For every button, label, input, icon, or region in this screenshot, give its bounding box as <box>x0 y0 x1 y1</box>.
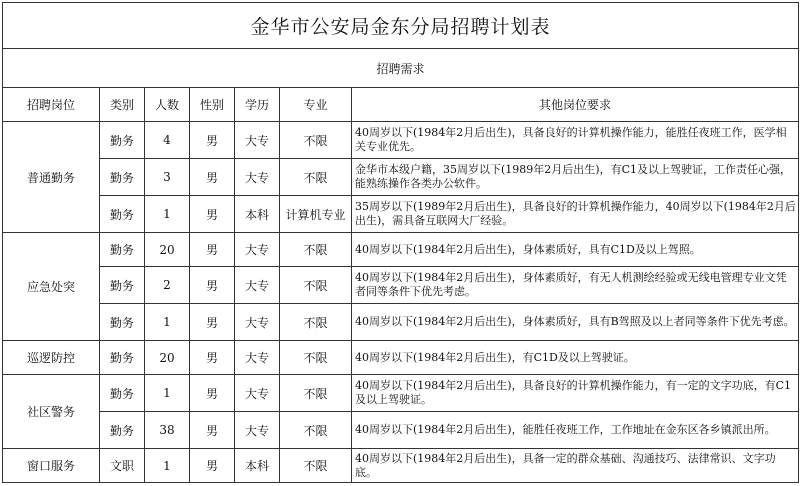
recruitment-plan-table <box>2 2 799 483</box>
group-name: 窗口服务 <box>3 449 100 483</box>
cell-requirement: 40周岁以下(1984年2月后出生)，具备良好的计算机操作能力，能胜任夜班工作，医学相关专业优先。 <box>352 122 799 159</box>
table-row <box>3 267 799 304</box>
cell-count: 3 <box>145 159 190 196</box>
header-education: 学历 <box>235 88 280 122</box>
group-name: 普通勤务 <box>3 122 100 233</box>
header-position: 招聘岗位 <box>3 88 100 122</box>
cell-count: 4 <box>145 122 190 159</box>
cell-count: 1 <box>145 375 190 412</box>
cell-requirement: 35周岁以下(1989年2月后出生)，具备良好的计算机操作能力，40周岁以下(1984年2月后出生)，需具备互联网大厂经验。 <box>352 196 799 233</box>
cell-gender: 男 <box>190 341 235 375</box>
table-row <box>3 304 799 341</box>
cell-education: 本科 <box>235 449 280 483</box>
cell-count: 20 <box>145 233 190 267</box>
cell-count: 2 <box>145 267 190 304</box>
group-name: 社区警务 <box>3 375 100 449</box>
table-row <box>3 122 799 159</box>
cell-requirement: 40周岁以下(1984年2月后出生)，身体素质好，具有C1D及以上驾照。 <box>352 233 799 267</box>
cell-major: 不限 <box>280 412 352 449</box>
table-row <box>3 233 799 267</box>
header-category: 类别 <box>100 88 145 122</box>
group-name: 巡逻防控 <box>3 341 100 375</box>
cell-gender: 男 <box>190 267 235 304</box>
cell-major: 不限 <box>280 159 352 196</box>
header-major: 专业 <box>280 88 352 122</box>
cell-category: 勤务 <box>100 159 145 196</box>
cell-category: 勤务 <box>100 304 145 341</box>
table-row <box>3 375 799 412</box>
group-name: 应急处突 <box>3 233 100 341</box>
cell-education: 大专 <box>235 122 280 159</box>
cell-major: 不限 <box>280 375 352 412</box>
table-row <box>3 196 799 233</box>
cell-major: 不限 <box>280 267 352 304</box>
cell-education: 大专 <box>235 341 280 375</box>
cell-gender: 男 <box>190 412 235 449</box>
cell-category: 勤务 <box>100 267 145 304</box>
cell-count: 1 <box>145 304 190 341</box>
cell-gender: 男 <box>190 233 235 267</box>
table-row <box>3 159 799 196</box>
cell-requirement: 40周岁以下(1984年2月后出生)，有C1D及以上驾驶证。 <box>352 341 799 375</box>
section-subtitle: 招聘需求 <box>3 49 799 88</box>
cell-education: 大专 <box>235 267 280 304</box>
header-requirement: 其他岗位要求 <box>352 88 799 122</box>
cell-category: 勤务 <box>100 341 145 375</box>
cell-major: 不限 <box>280 449 352 483</box>
cell-count: 1 <box>145 196 190 233</box>
table-row <box>3 341 799 375</box>
cell-requirement: 40周岁以下(1984年2月后出生)，具备一定的群众基础、沟通技巧、法律常识、文字功底。 <box>352 449 799 483</box>
cell-education: 大专 <box>235 412 280 449</box>
cell-category: 勤务 <box>100 233 145 267</box>
page-title: 金华市公安局金东分局招聘计划表 <box>3 3 799 49</box>
cell-gender: 男 <box>190 375 235 412</box>
cell-major: 不限 <box>280 122 352 159</box>
cell-category: 文职 <box>100 449 145 483</box>
cell-requirement: 40周岁以下(1984年2月后出生)，身体素质好，具有B驾照及以上者同等条件下优先考虑。 <box>352 304 799 341</box>
cell-education: 大专 <box>235 375 280 412</box>
table-row <box>3 449 799 483</box>
cell-count: 38 <box>145 412 190 449</box>
cell-education: 大专 <box>235 304 280 341</box>
cell-education: 大专 <box>235 233 280 267</box>
cell-requirement: 40周岁以下(1984年2月后出生)，具备良好的计算机操作能力，有一定的文字功底，有C1及以上驾驶证。 <box>352 375 799 412</box>
cell-major: 计算机专业 <box>280 196 352 233</box>
cell-gender: 男 <box>190 159 235 196</box>
cell-gender: 男 <box>190 196 235 233</box>
cell-category: 勤务 <box>100 412 145 449</box>
cell-major: 不限 <box>280 341 352 375</box>
cell-category: 勤务 <box>100 196 145 233</box>
cell-major: 不限 <box>280 233 352 267</box>
cell-major: 不限 <box>280 304 352 341</box>
cell-requirement: 40周岁以下(1984年2月后出生)，能胜任夜班工作，工作地址在金东区各乡镇派出所。 <box>352 412 799 449</box>
cell-education: 大专 <box>235 159 280 196</box>
cell-gender: 男 <box>190 449 235 483</box>
cell-education: 本科 <box>235 196 280 233</box>
cell-gender: 男 <box>190 122 235 159</box>
cell-requirement: 金华市本级户籍，35周岁以下(1989年2月后出生)，有C1及以上驾驶证，工作责任心强，能熟练操作各类办公软件。 <box>352 159 799 196</box>
cell-category: 勤务 <box>100 122 145 159</box>
header-count: 人数 <box>145 88 190 122</box>
header-gender: 性别 <box>190 88 235 122</box>
table-row <box>3 412 799 449</box>
cell-requirement: 40周岁以下(1984年2月后出生)，身体素质好，有无人机测绘经验或无线电管理专业文凭者同等条件下优先考虑。 <box>352 267 799 304</box>
cell-count: 20 <box>145 341 190 375</box>
cell-category: 勤务 <box>100 375 145 412</box>
cell-count: 1 <box>145 449 190 483</box>
cell-gender: 男 <box>190 304 235 341</box>
